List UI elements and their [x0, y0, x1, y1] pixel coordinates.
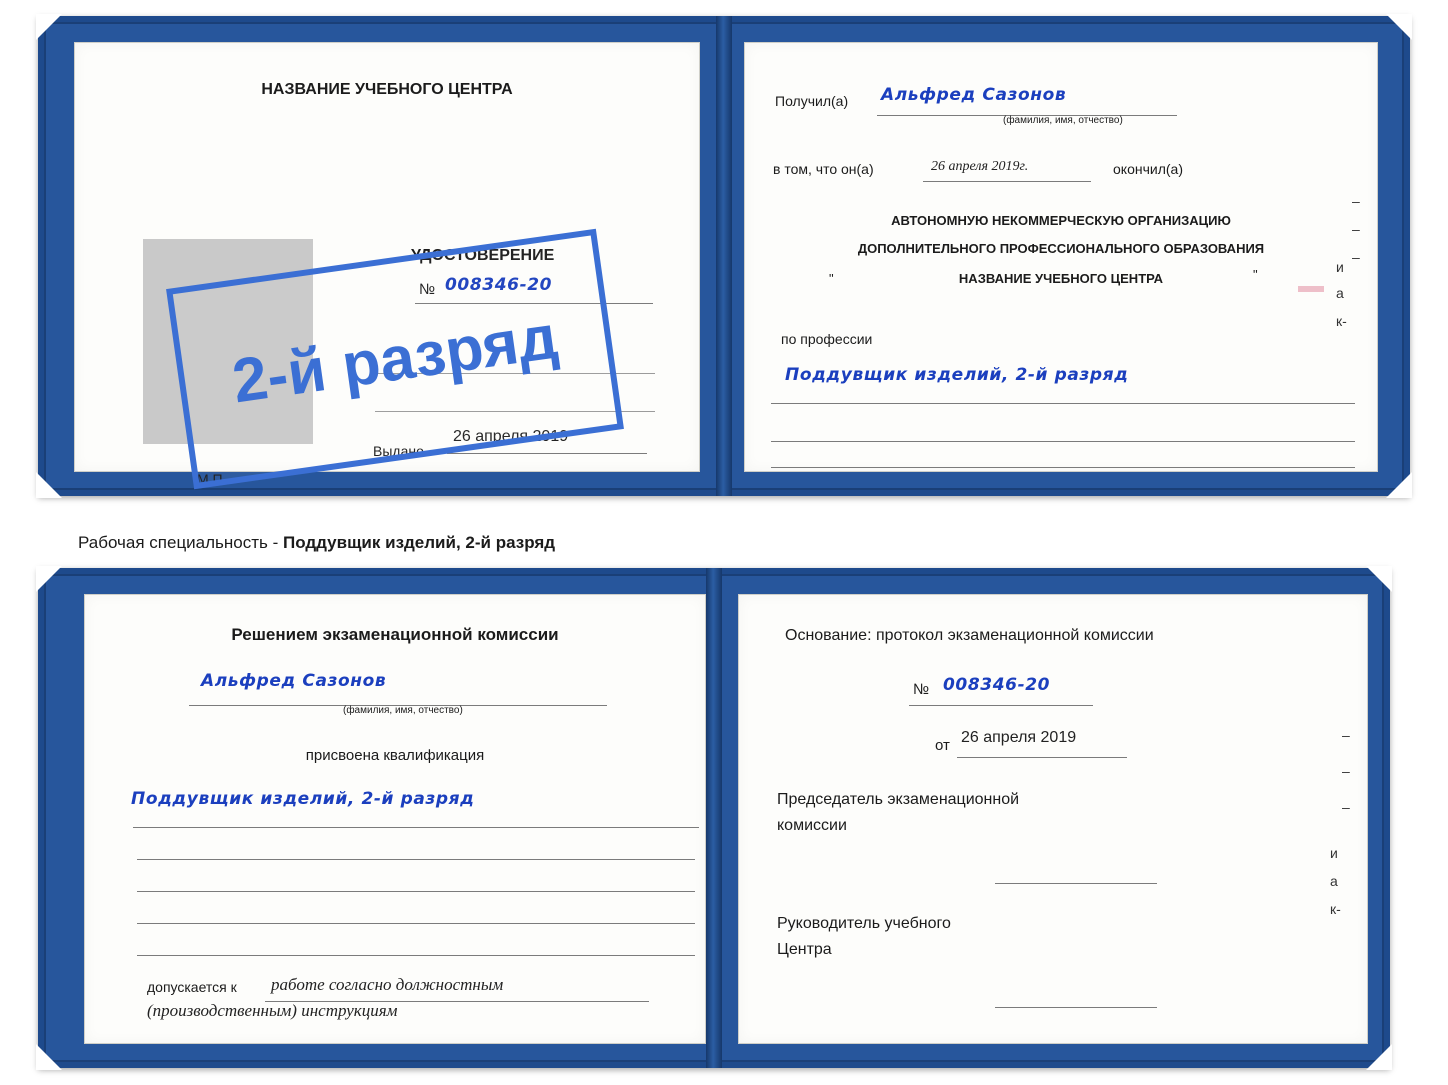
- org-title: НАЗВАНИЕ УЧЕБНОГО ЦЕНТРА: [261, 81, 513, 98]
- protocol-date-rule: [957, 757, 1127, 758]
- line-rule-1: [133, 827, 699, 828]
- edge-dash-b2: –: [1342, 763, 1350, 779]
- profession-rule-2: [771, 441, 1355, 442]
- edge-letter-b3: к-: [1330, 901, 1341, 917]
- protocol-number: 008346-20: [943, 675, 1051, 695]
- org-line-3: НАЗВАНИЕ УЧЕБНОГО ЦЕНТРА: [958, 271, 1164, 286]
- line-rule-2: [137, 859, 695, 860]
- line-rule-4: [137, 923, 695, 924]
- edge-dash-b3: –: [1342, 799, 1350, 815]
- line-rule-5: [137, 955, 695, 956]
- edge-letter-3: к-: [1336, 313, 1347, 329]
- received-name: Альфред Сазонов: [881, 85, 1067, 105]
- that-he-label: в том, что он(а): [773, 161, 874, 177]
- chairman-line-2: комиссии: [777, 817, 847, 834]
- finish-date-rule: [923, 181, 1091, 182]
- head-line-2: Центра: [777, 941, 832, 958]
- protocol-date: 26 апреля 2019: [961, 729, 1077, 746]
- from-label: от: [935, 737, 950, 754]
- edge-letter-2: а: [1336, 285, 1344, 301]
- issued-label: Выдано: [373, 443, 424, 459]
- decision-title: Решением экзаменационной комиссии: [231, 625, 559, 644]
- allowed-value-1: работе согласно должностным: [271, 975, 504, 994]
- document-title: УДОСТОВЕРЕНИЕ: [411, 247, 555, 264]
- qualification-label: присвоена квалификация: [305, 747, 485, 764]
- watermark-stamp: 2-й разряд: [166, 229, 624, 489]
- profession-rule-1: [771, 403, 1355, 404]
- edge-pink-mark: [1298, 286, 1324, 292]
- certificate-page-4: [738, 594, 1368, 1044]
- allowed-value-2: (производственным) инструкциям: [147, 1001, 398, 1020]
- protocol-number-symbol: №: [913, 681, 930, 698]
- seal-label: М.П.: [197, 471, 227, 487]
- allowed-label: допускается к: [147, 979, 237, 995]
- edge-letter-1: и: [1336, 259, 1344, 275]
- caption-lead: Рабочая специальность -: [78, 533, 284, 552]
- org-quote-close: ": [1253, 267, 1258, 282]
- org-quote-open: ": [829, 271, 834, 286]
- qualification-value: Поддувщик изделий, 2-й разряд: [131, 789, 475, 809]
- chairman-line-1: Председатель экзаменационной: [777, 791, 1020, 808]
- edge-letter-b1: и: [1330, 845, 1338, 861]
- certificate-page-2: [744, 42, 1378, 472]
- basis-label: Основание: протокол экзаменационной комиссии: [785, 627, 1154, 644]
- issued-date-rule: [447, 453, 647, 454]
- certificate-spread-bottom: [38, 568, 1390, 1068]
- caption-strong: Поддувщик изделий, 2-й разряд: [283, 533, 556, 552]
- protocol-number-rule: [909, 705, 1093, 706]
- finish-date: 26 апреля 2019г.: [931, 159, 1029, 174]
- profession-value: Поддувщик изделий, 2-й разряд: [785, 365, 1129, 385]
- holder-name: Альфред Сазонов: [201, 671, 387, 691]
- edge-letter-b2: а: [1330, 873, 1338, 889]
- finished-label: окончил(а): [1113, 161, 1183, 177]
- edge-dash-3: –: [1352, 249, 1360, 265]
- org-line-2: ДОПОЛНИТЕЛЬНОГО ПРОФЕССИОНАЛЬНОГО ОБРАЗОВАНИЯ: [857, 241, 1265, 256]
- name-hint: (фамилия, имя, отчество): [1003, 115, 1123, 126]
- profession-rule-3: [771, 467, 1355, 468]
- certificate-number: 008346-20: [445, 275, 553, 295]
- certificate-page-3: [84, 594, 706, 1044]
- caption: [78, 533, 555, 553]
- profession-label: по профессии: [781, 331, 873, 347]
- edge-dash-1: –: [1352, 193, 1360, 209]
- received-label: Получил(а): [775, 93, 849, 109]
- chairman-sign-rule: [995, 883, 1157, 884]
- name-hint-3: (фамилия, имя, отчество): [343, 705, 463, 716]
- org-line-1: АВТОНОМНУЮ НЕКОММЕРЧЕСКУЮ ОРГАНИЗАЦИЮ: [891, 213, 1231, 228]
- head-line-1: Руководитель учебного: [777, 915, 951, 932]
- number-symbol: №: [419, 281, 436, 298]
- issued-date: 26 апреля 2019: [453, 428, 569, 445]
- edge-dash-2: –: [1352, 221, 1360, 237]
- head-sign-rule: [995, 1007, 1157, 1008]
- line-rule-3: [137, 891, 695, 892]
- edge-dash-b1: –: [1342, 727, 1350, 743]
